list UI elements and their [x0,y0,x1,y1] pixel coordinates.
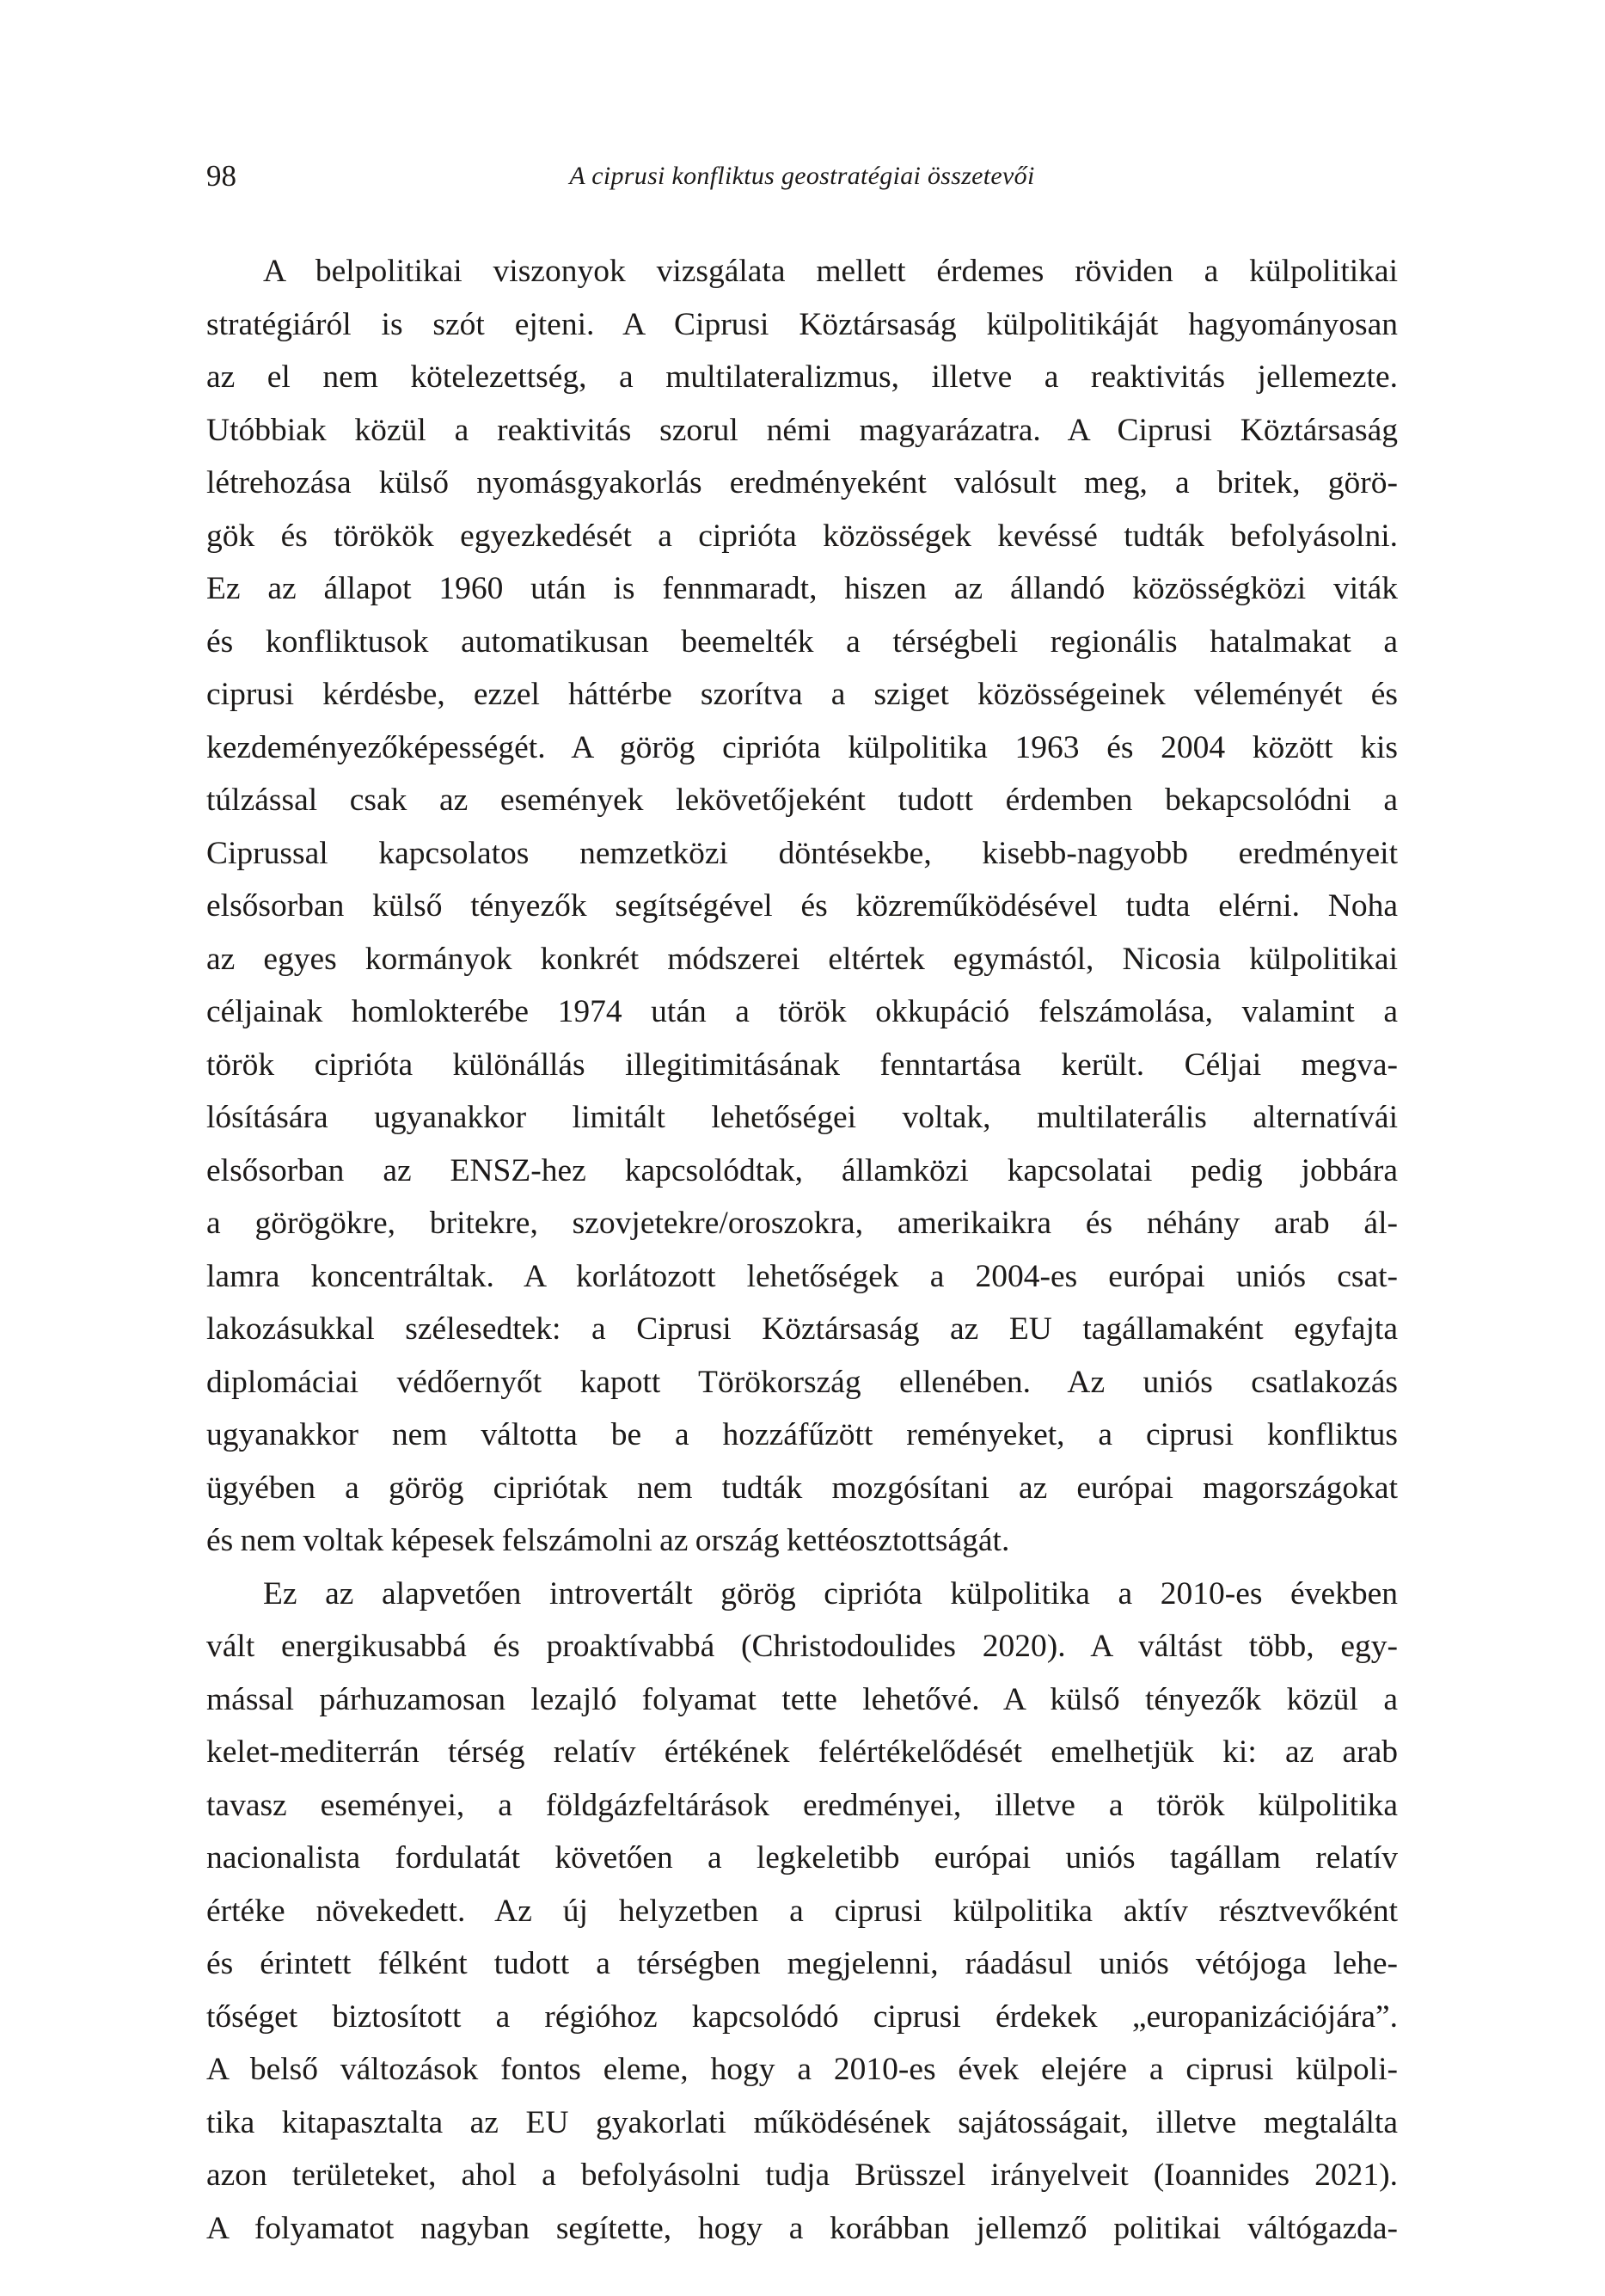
paragraph-2 [206,1568,1398,2256]
text-line: tavasz eseményei, a földgázfeltárások eredményei, illetve a török külpolitika [206,1787,1398,1823]
text-line: stratégiáról is szót ejteni. A Ciprusi Köztársaság külpolitikáját hagyományosan [206,306,1398,342]
paragraph-1 [206,245,1398,1568]
text-line: elsősorban az ENSZ-hez kapcsolódtak, államközi kapcsolatai pedig jobbára [206,1152,1398,1188]
text-line: Utóbbiak közül a reaktivitás szorul némi magyarázatra. A Ciprusi Köztársaság [206,412,1398,448]
text-line: elsősorban külső tényezők segítségével és közreműködésével tudta elérni. Noha [206,888,1398,924]
text-line: és érintett félként tudott a térségben megjelenni, ráadásul uniós vétójoga lehe- [206,1946,1398,1981]
text-line: ciprusi kérdésbe, ezzel háttérbe szorítva a sziget közösségeinek véleményét és [206,677,1398,712]
text-line: kelet-mediterrán térség relatív értékének felértékelődését emelhetjük ki: az arab [206,1734,1398,1770]
page-number: 98 [206,159,236,193]
text-line: ügyében a görög cipriótak nem tudták mozgósítani az európai magországokat [206,1470,1398,1506]
text-line: létrehozása külső nyomásgyakorlás eredményeként valósult meg, a britek, görö- [206,465,1398,500]
text-line: lósítására ugyanakkor limitált lehetőségei voltak, multilaterális alternatívái [206,1100,1398,1135]
page-header [206,155,1398,198]
text-line: A belpolitikai viszonyok vizsgálata mellett érdemes röviden a külpolitikai [263,254,1398,289]
text-line: és konfliktusok automatikusan beemelték a térségbeli regionális hatalmakat a [206,623,1398,660]
text-line: Ez az alapvetően introvertált görög ciprióta külpolitika a 2010-es években [263,1575,1398,1611]
text-line: lamra koncentráltak. A korlátozott lehetőségek a 2004-es európai uniós csat- [206,1258,1398,1294]
text-line: tőséget biztosított a régióhoz kapcsolódó ciprusi érdekek „europanizációjára”. [206,1998,1398,2035]
text-line: értéke növekedett. Az új helyzetben a ciprusi külpolitika aktív résztvevőként [206,1893,1398,1929]
running-title: A ciprusi konfliktus geostratégiai összetevői [569,162,1035,190]
text-line: nacionalista fordulatát követően a legkeletibb európai uniós tagállam relatív [206,1840,1398,1875]
text-line: Ciprussal kapcsolatos nemzetközi döntésekbe, kisebb-nagyobb eredményeit [206,835,1398,871]
text-line: az egyes kormányok konkrét módszerei eltértek egymástól, Nicosia külpolitikai [206,941,1398,977]
text-line: gök és törökök egyezkedését a ciprióta közösségek kevéssé tudták befolyásolni. [206,518,1398,554]
text-line: lakozásukkal szélesedtek: a Ciprusi Köztársaság az EU tagállamaként egyfajta [206,1311,1398,1347]
text-line: Ez az állapot 1960 után is fennmaradt, hiszen az állandó közösségközi viták [206,571,1398,606]
text-line: vált energikusabbá és proaktívabbá (Christodoulides 2020). A váltást több, egy- [206,1629,1398,1664]
text-line: török ciprióta különállás illegitimitásának fenntartása került. Céljai megva- [206,1047,1398,1083]
text-line: kezdeményezőképességét. A görög ciprióta külpolitika 1963 és 2004 között kis [206,729,1398,765]
text-line: az el nem kötelezettség, a multilateralizmus, illetve a reaktivitás jellemezte. [206,359,1398,395]
text-line: mással párhuzamosan lezajló folyamat tette lehetővé. A külső tényezők közül a [206,1681,1398,1717]
text-line: tika kitapasztalta az EU gyakorlati működésének sajátosságait, illetve megtalálta [206,2104,1398,2140]
text-line: túlzással csak az események lekövetőjeként tudott érdemben bekapcsolódni a [206,783,1398,818]
text-line: A belső változások fontos eleme, hogy a 2010-es évek elejére a ciprusi külpoli- [206,2052,1398,2087]
text-line: A folyamatot nagyban segítette, hogy a korábban jellemző politikai váltógazda- [206,2210,1398,2246]
text-line: céljainak homlokterébe 1974 után a török okkupáció felszámolása, valamint a [206,994,1398,1029]
text-line: ugyanakkor nem váltotta be a hozzáfűzött reményeket, a ciprusi konfliktus [206,1417,1398,1452]
text-line: diplomáciai védőernyőt kapott Törökország ellenében. Az uniós csatlakozás [206,1364,1398,1400]
text-line: azon területeket, ahol a befolyásolni tudja Brüsszel irányelveit (Ioannides 2021). [206,2158,1398,2193]
text-line: a görögökre, britekre, szovjetekre/oroszokra, amerikaikra és néhány arab ál- [206,1206,1398,1241]
body-text [206,245,1398,2255]
text-line: és nem voltak képesek felszámolni az ország kettéosztottságát. [206,1523,1010,1558]
